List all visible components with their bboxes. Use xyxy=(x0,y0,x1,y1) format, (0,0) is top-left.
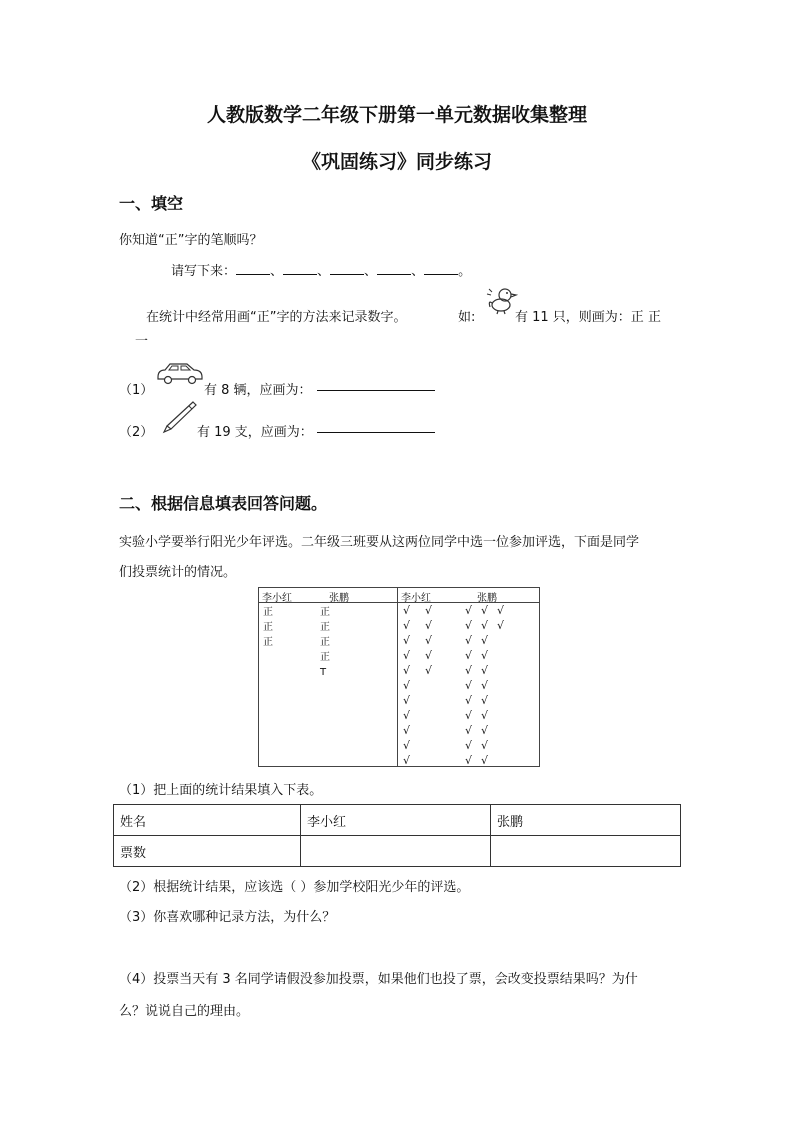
record-label-zhang-right: 张鹏 xyxy=(477,593,497,604)
li-tick-mark: √ xyxy=(425,649,433,662)
zhang-tick-mark: √ xyxy=(465,664,473,677)
q2-4-line-2: 么？说说自己的理由。 xyxy=(119,1004,250,1019)
table-cell-name-label: 姓名 xyxy=(114,805,301,836)
zhang-tick-mark: √ xyxy=(465,679,473,692)
zhang-tally-mark: 正 xyxy=(320,637,330,648)
zhang-tick-mark: √ xyxy=(481,754,489,767)
li-tick-mark: √ xyxy=(425,604,433,617)
zhang-tick-mark: √ xyxy=(465,619,473,632)
li-tick-mark: √ xyxy=(425,664,433,677)
zhang-tally-mark: 正 xyxy=(320,652,330,663)
zhang-tick-mark: √ xyxy=(465,709,473,722)
record-header-row xyxy=(259,588,539,603)
end-mark: 。 xyxy=(458,264,472,279)
write-prompt: 请写下来： xyxy=(171,264,237,279)
record-divider xyxy=(397,588,398,766)
intro-line-1: 实验小学要举行阳光少年评选。二年级三班要从这两位同学中选一位参加评选，下面是同学 xyxy=(119,535,640,550)
q2-4-line-1: （4）投票当天有 3 名同学请假没参加投票，如果他们也投了票，会改变投票结果吗？为什 xyxy=(119,972,638,987)
li-tick-mark: √ xyxy=(403,649,411,662)
record-label-li-left: 李小红 xyxy=(262,593,292,604)
example-prefix: 如: xyxy=(458,310,476,325)
example-suffix: 有 11 只，则画为：正 正 xyxy=(515,310,661,325)
zhang-tally-mark: 正 xyxy=(320,607,330,618)
page-subtitle: 《巩固练习》同步练习 xyxy=(301,151,492,173)
li-tally-mark: 正 xyxy=(263,607,273,618)
stroke-blank-5[interactable] xyxy=(424,262,458,275)
example-tail: 一 xyxy=(135,334,149,349)
table-cell-votes-label: 票数 xyxy=(114,836,301,867)
section1-heading: 一、填空 xyxy=(119,194,184,213)
zhang-tick-mark: √ xyxy=(465,604,473,617)
zhang-tick-mark: √ xyxy=(465,754,473,767)
zhang-tick-mark: √ xyxy=(497,604,505,617)
zhang-tick-mark: √ xyxy=(481,694,489,707)
li-tick-mark: √ xyxy=(403,664,411,677)
table-cell-zhang: 张鹏 xyxy=(491,805,681,836)
zhang-tick-mark: √ xyxy=(481,619,489,632)
car-icon xyxy=(155,360,205,386)
q2-3-text: （3）你喜欢哪种记录方法，为什么？ xyxy=(119,910,336,925)
zhang-tick-mark: √ xyxy=(465,739,473,752)
li-tick-mark: √ xyxy=(403,709,411,722)
q1-answer-line[interactable] xyxy=(317,378,435,391)
table-votes-row xyxy=(114,836,681,867)
table-header-row xyxy=(114,805,681,836)
li-tick-mark: √ xyxy=(403,679,411,692)
li-tick-mark: √ xyxy=(403,619,411,632)
vote-record-figure xyxy=(258,587,540,767)
q1-text: 有 8 辆，应画为： xyxy=(204,383,312,398)
table-input-zhang-votes[interactable] xyxy=(491,836,681,867)
result-table xyxy=(113,804,681,867)
zhang-tick-mark: √ xyxy=(481,634,489,647)
intro-line-2: 们投票统计的情况。 xyxy=(119,565,237,580)
li-tick-mark: √ xyxy=(403,694,411,707)
separator: 、 xyxy=(364,264,378,279)
li-tick-mark: √ xyxy=(425,619,433,632)
stroke-blank-4[interactable] xyxy=(377,262,411,275)
page-title: 人教版数学二年级下册第一单元数据收集整理 xyxy=(206,104,587,126)
zhang-tick-mark: √ xyxy=(481,709,489,722)
zhang-tick-mark: √ xyxy=(465,724,473,737)
q2-answer-line[interactable] xyxy=(317,420,435,433)
zhang-tick-mark: √ xyxy=(481,724,489,737)
q2-number: （2） xyxy=(119,425,154,440)
section2-heading: 二、根据信息填表回答问题。 xyxy=(119,494,328,513)
zhang-tick-mark: √ xyxy=(481,649,489,662)
separator: 、 xyxy=(317,264,331,279)
li-tick-mark: √ xyxy=(425,634,433,647)
li-tick-mark: √ xyxy=(403,604,411,617)
stroke-blank-3[interactable] xyxy=(330,262,364,275)
write-prompt-line xyxy=(171,260,471,279)
zhang-tick-mark: √ xyxy=(465,634,473,647)
zhang-tick-mark: √ xyxy=(481,664,489,677)
q1-number: （1） xyxy=(119,383,154,398)
record-label-zhang-left: 张鹏 xyxy=(329,593,349,604)
li-tick-mark: √ xyxy=(403,634,411,647)
table-input-li-votes[interactable] xyxy=(301,836,491,867)
stroke-blank-1[interactable] xyxy=(236,262,270,275)
zhang-tick-mark: √ xyxy=(481,739,489,752)
li-tick-mark: √ xyxy=(403,724,411,737)
li-tally-mark: 正 xyxy=(263,637,273,648)
zhang-tick-mark: √ xyxy=(481,679,489,692)
zhang-tick-mark: √ xyxy=(481,604,489,617)
stroke-blank-2[interactable] xyxy=(283,262,317,275)
zhang-tally-mark: T xyxy=(320,667,327,678)
zhang-tick-mark: √ xyxy=(497,619,505,632)
li-tick-mark: √ xyxy=(403,739,411,752)
zhang-tick-mark: √ xyxy=(465,694,473,707)
q2-1-text: （1）把上面的统计结果填入下表。 xyxy=(119,783,323,798)
zhang-tick-mark: √ xyxy=(465,649,473,662)
pen-icon xyxy=(161,400,197,434)
table-cell-li: 李小红 xyxy=(301,805,491,836)
bird-icon xyxy=(486,285,518,315)
q2-2-text: （2）根据统计结果，应该选（ ）参加学校阳光少年的评选。 xyxy=(119,880,470,895)
example-text: 在统计中经常用画“正”字的方法来记录数字。 xyxy=(146,310,407,325)
q2-text: 有 19 支，应画为： xyxy=(197,425,313,440)
record-label-li-right: 李小红 xyxy=(401,593,431,604)
li-tally-mark: 正 xyxy=(263,622,273,633)
separator: 、 xyxy=(411,264,425,279)
separator: 、 xyxy=(270,264,284,279)
stroke-order-question: 你知道“正”字的笔顺吗？ xyxy=(119,233,263,248)
zhang-tally-mark: 正 xyxy=(320,622,330,633)
li-tick-mark: √ xyxy=(403,754,411,767)
